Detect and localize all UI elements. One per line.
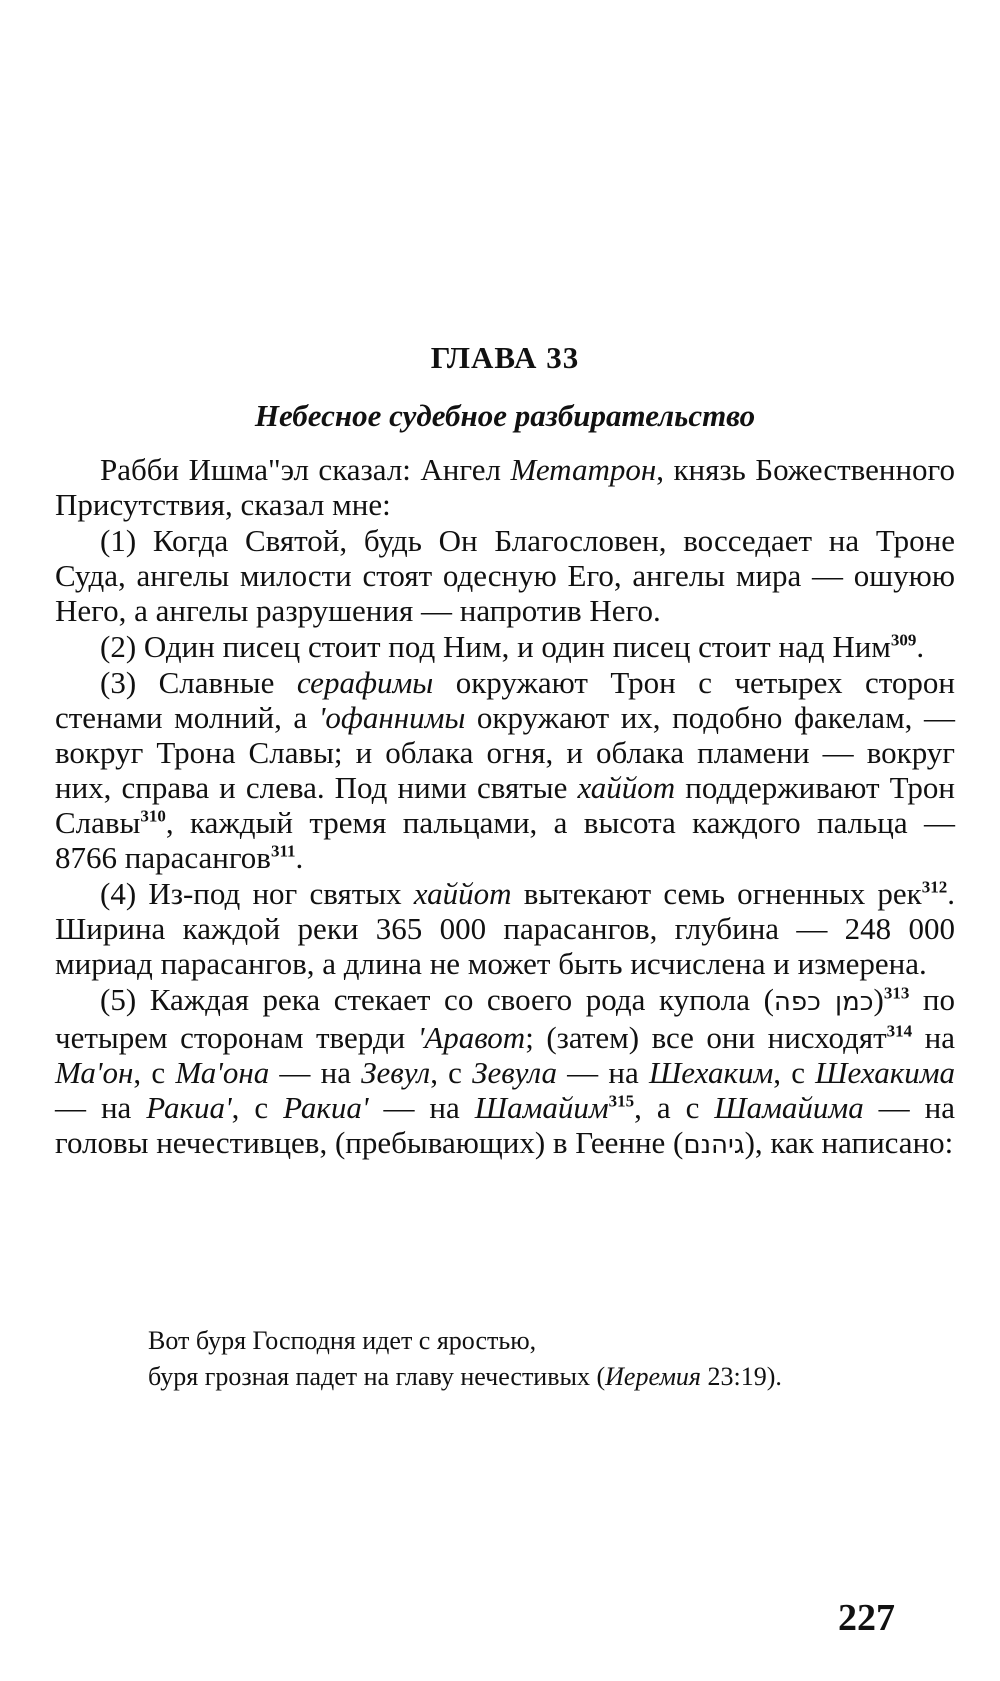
quote-reference-verse: 23:19). (701, 1362, 782, 1391)
italic-term: 'офаннимы (318, 700, 466, 735)
italic-term: Шехаким (648, 1055, 774, 1090)
text-run: на (912, 1020, 956, 1055)
paragraph (55, 982, 955, 1163)
italic-term: хаййот (413, 876, 512, 911)
italic-term: Шамайима (714, 1090, 864, 1125)
text-run: — на (556, 1055, 649, 1090)
quote-line-1: Вот буря Господня идет с яростью, (148, 1326, 537, 1355)
footnote-marker: 314 (886, 1021, 913, 1041)
text-run: (5) Каждая река стекает со своего рода купола ( (100, 982, 774, 1017)
italic-term: Зевул (361, 1055, 431, 1090)
text-run: , каждый тремя пальцами, а высота каждого пальца — 8766 парасангов (55, 805, 955, 875)
quote-line-2 (148, 1359, 948, 1395)
paragraph (55, 452, 955, 522)
quote-reference-book: Иеремия (605, 1362, 702, 1391)
text-run: . Ширина каждой реки 365 000 парасангов, глубина — 248 000 мириад парасангов, а длина не может быть исчислена и измерена. (55, 876, 955, 981)
paragraph (55, 629, 955, 664)
text-run: , князь Божественного Присутствия, сказал мне: (55, 452, 955, 522)
italic-term: Ма'она (175, 1055, 270, 1090)
text-run: окружают их, подобно факелам, — вокруг Трона Славы; и облака огня, и облака пламени — вокруг них, справа и слева. Под ними святые (55, 700, 955, 805)
footnote-marker: 315 (608, 1091, 635, 1111)
text-run: — на (55, 1090, 147, 1125)
hebrew-term: כמן כפה (773, 987, 874, 1017)
quote-line-2-text: буря грозная падет на главу нечестивых ( (148, 1362, 606, 1391)
text-run: , с (430, 1055, 473, 1090)
text-run: по четырем сторонам тверди (55, 982, 956, 1055)
text-run: ), как написано: (744, 1125, 954, 1160)
text-run: поддерживают Трон Славы (55, 770, 955, 840)
text-run: . (295, 840, 304, 875)
text-run: , с (773, 1055, 816, 1090)
footnote-marker: 310 (140, 806, 166, 826)
text-run: (1) Когда Святой, будь Он Благословен, восседает на Троне Суда, ангелы милости стоят одесную Его, ангелы мира — ошуюю Него, а ангелы разрушения — напротив Него. (55, 523, 955, 628)
text-run: окружают Трон с четырех сторон стенами молний, а (55, 665, 955, 735)
footnote-marker: 309 (890, 630, 917, 650)
hebrew-term: גיהנם (683, 1130, 745, 1160)
text-run: вытекают семь огненных рек (511, 876, 922, 911)
text-run: , с (133, 1055, 176, 1090)
text-run: (4) Из-под ног святых (100, 876, 414, 911)
page-number: 227 (838, 1597, 895, 1639)
footnote-marker: 311 (270, 841, 296, 861)
text-run: — на (269, 1055, 362, 1090)
italic-term: Метатрон (510, 452, 657, 487)
footnote-marker: 313 (883, 983, 910, 1003)
text-run: ; (затем) все они нисходят (525, 1020, 887, 1055)
italic-term: Шехакима (815, 1055, 955, 1090)
text-run: (3) Славные (100, 665, 297, 700)
text-run: , с (231, 1090, 284, 1125)
italic-term: Шамайим (474, 1090, 609, 1125)
text-run: — на головы нечестивцев, (пребывающих) в Геенне ( (55, 1090, 955, 1160)
chapter-body (55, 452, 955, 1164)
text-run: — на (368, 1090, 475, 1125)
italic-term: серафимы (296, 665, 434, 700)
italic-term: Ма'он (55, 1055, 134, 1090)
paragraph (55, 523, 955, 628)
book-page (55, 0, 955, 1681)
chapter-title: ГЛАВА 33 (430, 340, 580, 375)
italic-term: Ракиа' (146, 1090, 232, 1125)
footnote-marker: 312 (921, 877, 948, 897)
text-run: , а с (634, 1090, 715, 1125)
text-run: . (916, 629, 925, 664)
paragraph (55, 876, 955, 981)
italic-term: хаййот (577, 770, 676, 805)
italic-term: Ракиа' (283, 1090, 369, 1125)
text-run: ) (873, 982, 884, 1017)
italic-term: 'Аравот (417, 1020, 526, 1055)
italic-term: Зевула (472, 1055, 557, 1090)
chapter-subtitle: Небесное судебное разбирательство (254, 398, 756, 433)
text-run: Рабби Ишма"эл сказал: Ангел (100, 452, 511, 487)
paragraph (55, 665, 955, 875)
text-run: (2) Один писец стоит под Ним, и один писец стоит над Ним (100, 629, 891, 664)
scripture-quote (148, 1323, 948, 1395)
